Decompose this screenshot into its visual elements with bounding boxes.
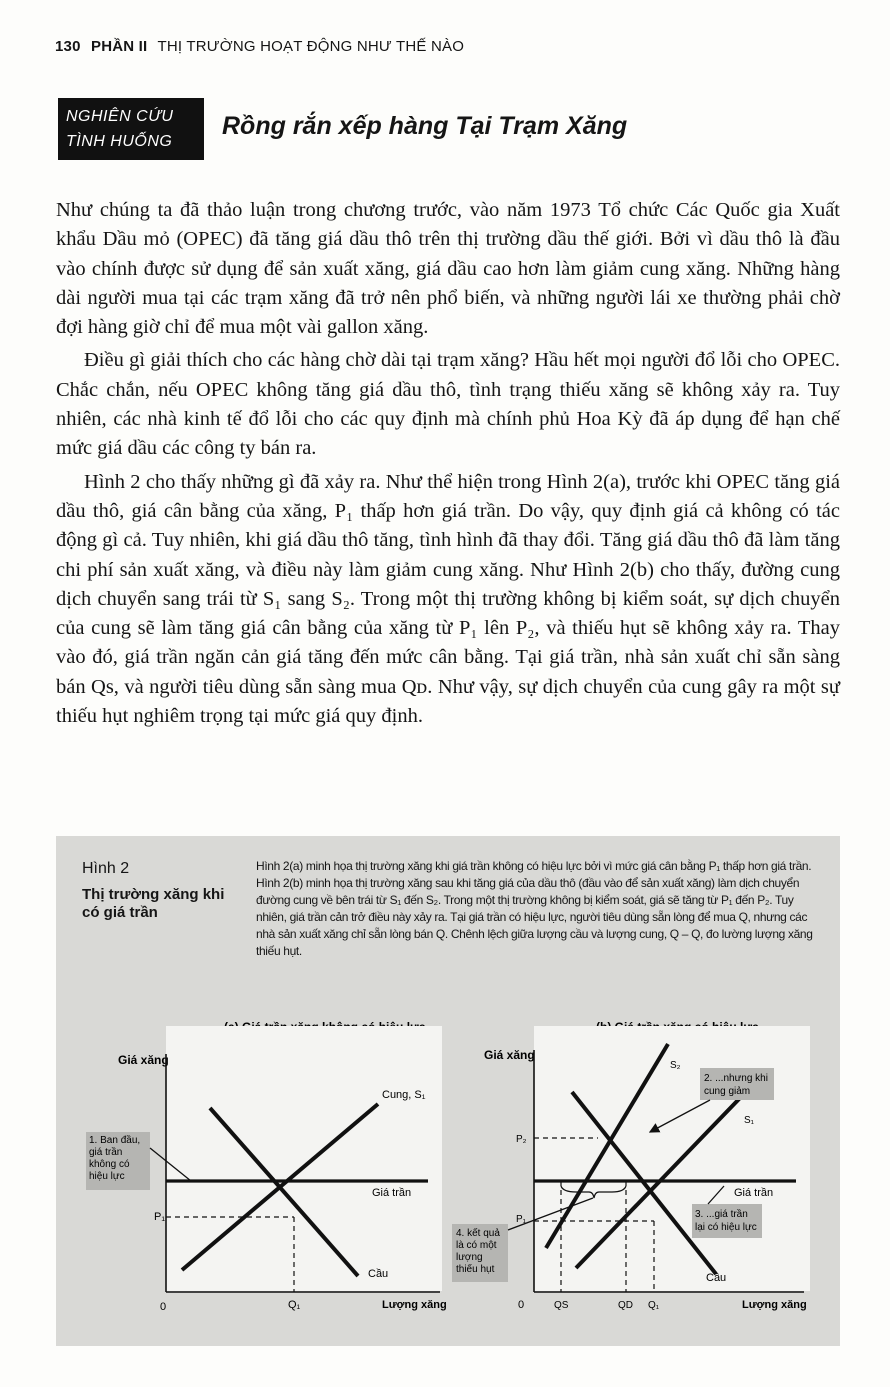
panel-a-supply-label: Cung, S₁ xyxy=(382,1089,426,1101)
figure-caption: Hình 2(a) minh họa thị trường xăng khi giá trần không có hiệu lực bởi vì mức giá cân bằng P₁ thấp hơn giá trần. Hình 2(b) minh họa thị trường xăng sau khi tăng giá của dầu thô (đầu vào để sản xuất xăng) làm dịch chuyển đường cung về bên trái từ S₁ đến S₂. Trong một thị trường không bị kiểm soát, giá sẽ tăng từ P₁ đến P₂. Tuy nhiên, giá trần cản trở điều này xảy ra. Tại giá trần có hiệu lực, người tiêu dùng sẵn lòng để mua Q, nhưng các nhà sản xuất xăng chỉ sẵn lòng bán Q. Chênh lệch giữa lượng cầu và lượng cung, Q – Q, đo lường lượng xăng thiếu hụt. xyxy=(256,859,813,958)
panel-b-annotation3-line1: 3. ...giá trần xyxy=(695,1209,748,1220)
panel-a-annotation-line2: giá trần xyxy=(89,1147,123,1158)
case-badge-line1: NGHIÊN CỨU xyxy=(66,108,174,125)
panel-b-annotation4-line2: là có một xyxy=(456,1240,497,1251)
panel-b-annotation3-line2: lại có hiệu lực xyxy=(695,1222,757,1233)
figure-graphs xyxy=(56,836,840,1346)
panel-b-annotation2-line1: 2. ...nhưng khi xyxy=(704,1073,768,1084)
case-study-title: Rồng rắn xếp hàng Tại Trạm Xăng xyxy=(222,112,628,140)
figure-title: Thị trường xăng khi có giá trần xyxy=(82,886,225,921)
panel-b-origin: 0 xyxy=(518,1299,525,1311)
part-label: PHẦN II xyxy=(91,38,148,55)
paragraph-1: Như chúng ta đã thảo luận trong chương trước, vào năm 1973 Tổ chức Các Quốc gia Xuất khẩu Dầu mỏ (OPEC) đã tăng giá dầu thô trên thị trường dầu thế giới. Bởi vì dầu thô là đầu vào chính được sử dụng để sản xuất xăng, giá dầu cao hơn làm giảm cung xăng. Những hàng dài người mua tại các trạm xăng đã trở nên phổ biến, và những người lái xe thường phải chờ đợi hàng giờ chỉ để mua một vài gallon xăng. xyxy=(56,199,840,339)
panel-b-ceiling-label: Giá trần xyxy=(734,1187,774,1199)
panel-a-annotation-line1: 1. Ban đầu, xyxy=(89,1135,141,1146)
panel-b-x-axis-label: Lượng xăng xyxy=(742,1299,807,1311)
figure-number: Hình 2 xyxy=(82,860,130,877)
panel-b-y-axis-label: Giá xăng xyxy=(484,1048,535,1062)
page-number: 130 xyxy=(55,38,81,55)
panel-b-q1-tick: Q₁ xyxy=(648,1300,660,1311)
panel-b-p2-tick: P₂ xyxy=(516,1134,527,1145)
panel-a-p1-tick: P₁ xyxy=(154,1211,166,1223)
panel-b-s1-label: S₁ xyxy=(744,1115,755,1126)
panel-a-q1-tick: Q₁ xyxy=(288,1299,301,1311)
paragraph-2: Điều gì giải thích cho các hàng chờ dài tại trạm xăng? Hầu hết mọi người đổ lỗi cho OPEC. Chắc chắn, nếu OPEC không tăng giá dầu thô, tình trạng thiếu xăng sẽ không xảy ra. Tuy nhiên, các nhà kinh tế đổ lỗi cho các quy định mà chính phủ Hoa Kỳ đã áp dụng để hạn chế mức giá dầu các công ty bán ra. xyxy=(56,349,840,460)
panel-a-y-axis-label: Giá xăng xyxy=(118,1053,169,1067)
running-head xyxy=(55,38,464,55)
figure-box xyxy=(56,836,840,1346)
panel-a-ceiling-label: Giá trần xyxy=(372,1187,412,1199)
panel-a-annotation-line4: hiệu lực xyxy=(89,1171,125,1182)
paragraph-3: Hình 2 cho thấy những gì đã xảy ra. Như thể hiện trong Hình 2(a), trước khi OPEC tăng giá dầu thô, giá cân bằng của xăng, P₁ thấp hơn giá trần. Do vậy, quy định giá cả không có tác động gì cả. Tuy nhiên, khi giá dầu thô tăng, tình hình đã thay đổi. Tăng giá dầu thô đã làm tăng chi phí sản xuất xăng, và điều này làm giảm cung xăng. Như Hình 2(b) cho thấy, đường cung dịch chuyển sang trái từ S₁ sang S₂. Trong một thị trường không bị kiểm soát, sự dịch chuyển của cung sẽ làm tăng giá cân bằng của xăng từ P₁ lên P₂, và thiếu hụt sẽ không xảy ra. Thay vào đó, giá trần ngăn cản giá tăng đến mức cân bằng. Tại giá trần, nhà sản xuất chỉ sẵn sàng bán Qs, và người tiêu dùng sẵn sàng mua Qᴅ. Như vậy, sự dịch chuyển của cung gây ra một sự thiếu hụt nghiêm trọng tại mức giá quy định. xyxy=(56,470,840,728)
case-badge-line2: TÌNH HUỐNG xyxy=(66,133,173,150)
body-text xyxy=(56,196,840,735)
panel-b-annotation4-line3: lượng xyxy=(456,1252,483,1263)
panel-b-annotation2-line2: cung giảm xyxy=(704,1086,751,1097)
panel-a-annotation-line3: không có xyxy=(89,1159,130,1170)
panel-a-origin: 0 xyxy=(160,1301,167,1313)
panel-b-annotation4-line1: 4. kết quả xyxy=(456,1228,500,1239)
panel-a-plot-bg xyxy=(166,1026,442,1291)
panel-b-annotation4-line4: thiếu hụt xyxy=(456,1264,495,1275)
case-study-badge xyxy=(58,98,204,160)
panel-b-s2-label: S₂ xyxy=(670,1060,681,1071)
panel-b-demand-label: Cầu xyxy=(706,1272,727,1284)
panel-a-x-axis-label: Lượng xăng xyxy=(382,1299,447,1311)
panel-b-qs-tick: QS xyxy=(554,1300,569,1311)
part-title: THỊ TRƯỜNG HOẠT ĐỘNG NHƯ THẾ NÀO xyxy=(157,38,465,55)
panel-b-qd-tick: QD xyxy=(618,1300,633,1311)
panel-a-demand-label: Cầu xyxy=(368,1268,389,1280)
panel-b-p1-tick: P₁ xyxy=(516,1214,527,1225)
